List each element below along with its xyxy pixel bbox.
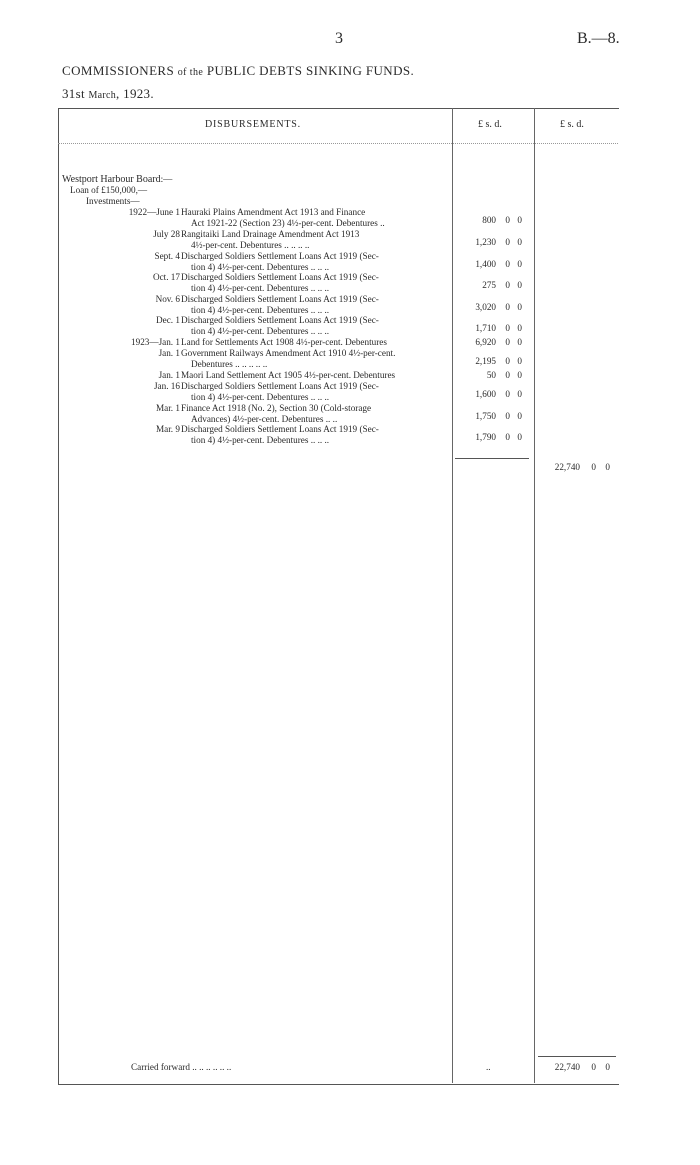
entry-description xyxy=(181,229,446,251)
entry-amount xyxy=(462,215,524,226)
header-rule xyxy=(58,143,618,144)
entry-description-line-2: tion 4) 4½-per-cent. Debentures .. .. .. xyxy=(191,326,330,336)
entry-date: Jan. 1 xyxy=(158,370,180,380)
entry-description xyxy=(181,315,446,337)
entry-description-line-2: tion 4) 4½-per-cent. Debentures .. .. .. xyxy=(191,262,330,272)
entry-amount xyxy=(462,432,524,443)
entry-date: 1922—June 1 xyxy=(128,207,180,217)
entry-shillings: 0 xyxy=(505,337,510,347)
entry-amount xyxy=(462,259,524,270)
entry-description-line-1: Finance Act 1918 (No. 2), Section 30 (Cold-storage xyxy=(181,403,372,413)
entry-pence: 0 xyxy=(517,215,522,225)
carried-pounds: 22,740 xyxy=(554,1062,580,1072)
entry-date: Mar. 1 xyxy=(156,403,180,413)
investments-line: Investments— xyxy=(86,196,140,206)
entry-description-line-2: Act 1921-22 (Section 23) 4½-per-cent. Debentures .. xyxy=(191,218,385,228)
entry-description-line-2: tion 4) 4½-per-cent. Debentures .. .. .. xyxy=(191,435,330,445)
entry-shillings: 0 xyxy=(505,432,510,442)
entry-description xyxy=(181,337,446,348)
entry-pounds: 50 xyxy=(486,370,496,380)
page-number: 3 xyxy=(335,30,343,47)
entry-pence: 0 xyxy=(517,411,522,421)
carried-forward-label: Carried forward .. .. .. .. .. .. xyxy=(131,1062,232,1072)
entry-shillings: 0 xyxy=(505,323,510,333)
column-divider-2 xyxy=(534,108,535,1083)
entry-pounds: 1,710 xyxy=(475,323,496,333)
loan-line: Loan of £150,000,— xyxy=(70,185,148,195)
entry-shillings: 0 xyxy=(505,280,510,290)
entry-pence: 0 xyxy=(517,432,522,442)
board-title-text: Westport Harbour Board xyxy=(62,174,161,185)
entry-pence: 0 xyxy=(517,302,522,312)
entry-description-line-1: Hauraki Plains Amendment Act 1913 and Finance xyxy=(181,207,366,217)
entry-date: Nov. 6 xyxy=(155,294,180,304)
entry-shillings: 0 xyxy=(505,411,510,421)
disbursements-header: DISBURSEMENTS. xyxy=(205,119,301,130)
total-pounds: 22,740 xyxy=(554,462,580,472)
total-shillings: 0 xyxy=(591,462,596,472)
entry-amount xyxy=(462,389,524,400)
entry-date: Mar. 9 xyxy=(156,424,180,434)
entry-description xyxy=(181,403,446,425)
entry-pounds: 275 xyxy=(482,280,496,290)
carried-rule xyxy=(538,1056,616,1057)
money-header-1: £ s. d. xyxy=(478,119,502,130)
entry-date: Sept. 4 xyxy=(154,251,180,261)
total-amount xyxy=(540,462,614,472)
entry-description-line-1: Maori Land Settlement Act 1905 4½-per-cent. Debentures xyxy=(181,370,396,380)
entry-pence: 0 xyxy=(517,259,522,269)
entry-description-line-2: Advances) 4½-per-cent. Debentures .. .. xyxy=(191,414,338,424)
entry-description-line-1: Land for Settlements Act 1908 4½-per-cent. Debentures xyxy=(181,337,387,347)
date-day: 31st xyxy=(62,86,85,101)
money-header-2: £ s. d. xyxy=(560,119,584,130)
document-reference: B.—8. xyxy=(577,30,620,47)
entry-shillings: 0 xyxy=(505,237,510,247)
entry-description-line-1: Discharged Soldiers Settlement Loans Act 1919 (Sec- xyxy=(181,424,379,434)
entry-pounds: 3,020 xyxy=(475,302,496,312)
entry-pounds: 1,230 xyxy=(475,237,496,247)
entry-description-line-1: Discharged Soldiers Settlement Loans Act 1919 (Sec- xyxy=(181,315,379,325)
entry-description-line-2: tion 4) 4½-per-cent. Debentures .. .. .. xyxy=(191,305,330,315)
entry-shillings: 0 xyxy=(505,302,510,312)
entry-pounds: 1,400 xyxy=(475,259,496,269)
title-part-1: COMMISSIONERS xyxy=(62,63,175,78)
entry-shillings: 0 xyxy=(505,356,510,366)
report-date xyxy=(62,86,154,102)
entry-description xyxy=(181,381,446,403)
carried-shillings: 0 xyxy=(591,1062,596,1072)
entry-pence: 0 xyxy=(517,370,522,380)
date-month: March xyxy=(88,90,117,101)
entry-date: July 28 xyxy=(153,229,180,239)
entry-amount xyxy=(462,323,524,334)
entry-description-line-1: Discharged Soldiers Settlement Loans Act 1919 (Sec- xyxy=(181,294,379,304)
entry-shillings: 0 xyxy=(505,259,510,269)
entry-pence: 0 xyxy=(517,356,522,366)
entry-pounds: 1,600 xyxy=(475,389,496,399)
entry-description-line-1: Rangitaiki Land Drainage Amendment Act 1913 xyxy=(181,229,360,239)
entry-amount xyxy=(462,237,524,248)
entry-amount xyxy=(462,370,524,381)
entry-description-line-2: Debentures .. .. .. .. .. xyxy=(191,359,268,369)
entry-description-line-1: Government Railways Amendment Act 1910 4½-per-cent. xyxy=(181,348,396,358)
entry-pounds: 1,750 xyxy=(475,411,496,421)
entry-description-line-2: 4½-per-cent. Debentures .. .. .. .. xyxy=(191,240,310,250)
entry-description-line-1: Discharged Soldiers Settlement Loans Act 1919 (Sec- xyxy=(181,381,379,391)
entry-pence: 0 xyxy=(517,237,522,247)
entry-pence: 0 xyxy=(517,337,522,347)
subtotal-rule xyxy=(455,458,529,459)
entry-date: Oct. 17 xyxy=(152,272,180,282)
entry-description xyxy=(181,348,446,370)
entry-date: 1923—Jan. 1 xyxy=(131,337,180,347)
entry-shillings: 0 xyxy=(505,389,510,399)
entry-description-line-1: Discharged Soldiers Settlement Loans Act 1919 (Sec- xyxy=(181,272,379,282)
date-year: , 1923. xyxy=(116,86,154,101)
carried-pence: 0 xyxy=(605,1062,610,1072)
title-part-2: PUBLIC DEBTS SINKING FUNDS. xyxy=(206,63,415,78)
entry-amount xyxy=(462,280,524,291)
entry-pounds: 800 xyxy=(482,215,496,225)
carried-forward-col1: .. xyxy=(486,1062,491,1072)
entry-description xyxy=(181,294,446,316)
entry-amount xyxy=(462,337,524,348)
entry-description xyxy=(181,272,446,294)
entry-pounds: 2,195 xyxy=(475,356,496,366)
entry-shillings: 0 xyxy=(505,215,510,225)
entry-amount xyxy=(462,356,524,367)
entry-pence: 0 xyxy=(517,323,522,333)
column-divider-1 xyxy=(452,108,453,1083)
entry-pence: 0 xyxy=(517,280,522,290)
page-title xyxy=(62,63,414,79)
carried-forward-amount xyxy=(540,1062,614,1072)
entry-description xyxy=(181,370,446,381)
entry-pence: 0 xyxy=(517,389,522,399)
entry-description xyxy=(181,251,446,273)
entry-date: Dec. 1 xyxy=(156,315,180,325)
entry-date: Jan. 16 xyxy=(153,381,180,391)
entry-shillings: 0 xyxy=(505,370,510,380)
entry-description xyxy=(181,424,446,446)
entry-date: Jan. 1 xyxy=(158,348,180,358)
total-pence: 0 xyxy=(605,462,610,472)
entry-description-line-1: Discharged Soldiers Settlement Loans Act 1919 (Sec- xyxy=(181,251,379,261)
entry-amount xyxy=(462,411,524,422)
entry-amount xyxy=(462,302,524,313)
board-title: Westport Harbour Board:— xyxy=(62,174,173,185)
entry-description xyxy=(181,207,446,229)
entry-pounds: 1,790 xyxy=(475,432,496,442)
entry-description-line-2: tion 4) 4½-per-cent. Debentures .. .. .. xyxy=(191,392,330,402)
title-of-the: of the xyxy=(177,67,204,78)
entry-description-line-2: tion 4) 4½-per-cent. Debentures .. .. .. xyxy=(191,283,330,293)
entry-pounds: 6,920 xyxy=(475,337,496,347)
